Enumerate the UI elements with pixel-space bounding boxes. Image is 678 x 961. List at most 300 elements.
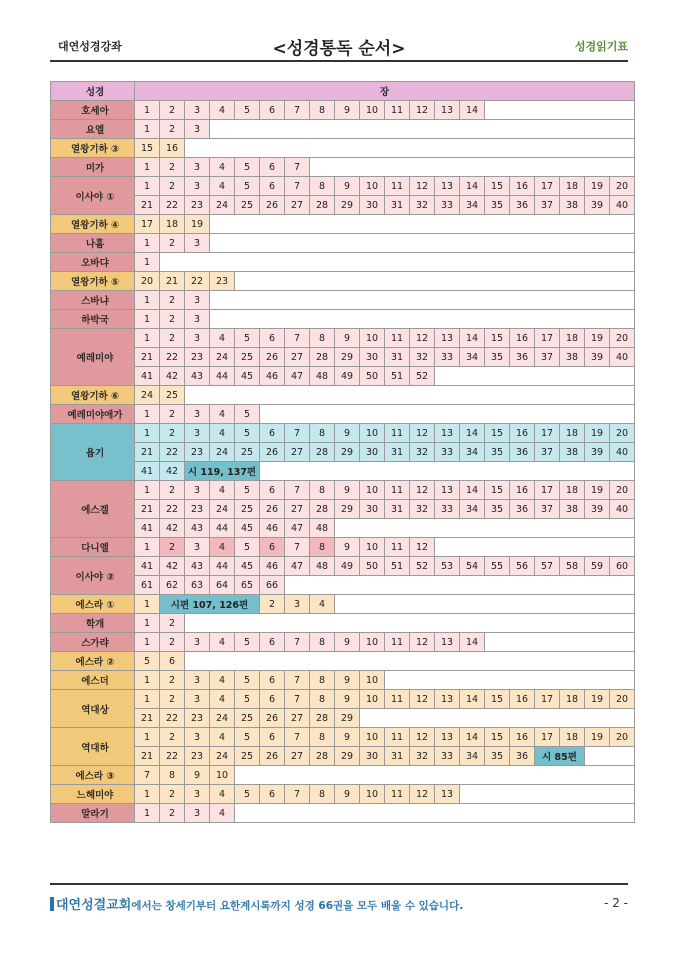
chapter-cell: 29 xyxy=(335,196,360,215)
table-row xyxy=(51,747,635,766)
chapter-cell: 5 xyxy=(235,424,260,443)
chapter-cell: 32 xyxy=(410,747,435,766)
chapter-cell: 12 xyxy=(410,538,435,557)
chapter-cell: 1 xyxy=(135,120,160,139)
chapter-cell: 20 xyxy=(610,177,635,196)
chapter-cell: 9 xyxy=(335,690,360,709)
chapter-cell: 19 xyxy=(585,481,610,500)
chapter-cell: 13 xyxy=(435,101,460,120)
chapter-cell: 4 xyxy=(210,785,235,804)
chapter-cell: 3 xyxy=(185,481,210,500)
chapter-cell: 24 xyxy=(135,386,160,405)
chapter-cell: 2 xyxy=(160,329,185,348)
chapter-cell: 19 xyxy=(585,177,610,196)
chapter-cell: 1 xyxy=(135,329,160,348)
chapter-cell: 12 xyxy=(410,633,435,652)
chapter-cell: 12 xyxy=(410,424,435,443)
book-name: 다니엘 xyxy=(51,538,135,557)
chapter-cell: 25 xyxy=(235,196,260,215)
chapter-cell: 6 xyxy=(160,652,185,671)
empty-cell xyxy=(260,405,635,424)
chapter-cell: 9 xyxy=(335,538,360,557)
chapter-cell: 3 xyxy=(185,158,210,177)
chapter-cell: 29 xyxy=(335,443,360,462)
chapter-cell: 8 xyxy=(310,633,335,652)
chapter-cell: 51 xyxy=(385,367,410,386)
empty-cell xyxy=(210,291,635,310)
chapter-cell: 14 xyxy=(460,633,485,652)
chapter-cell: 3 xyxy=(285,595,310,614)
book-name: 요엘 xyxy=(51,120,135,139)
table-row xyxy=(51,690,635,709)
chapter-cell: 3 xyxy=(185,291,210,310)
chapter-cell: 17 xyxy=(535,424,560,443)
empty-cell xyxy=(210,215,635,234)
page-title: <성경통독 순서> xyxy=(272,39,406,59)
book-name: 에스라 ① xyxy=(51,595,135,614)
table-row xyxy=(51,766,635,785)
chapter-cell: 6 xyxy=(260,728,285,747)
chapter-cell: 4 xyxy=(210,804,235,823)
chapter-cell: 50 xyxy=(360,557,385,576)
chapter-cell: 32 xyxy=(410,500,435,519)
chapter-cell: 43 xyxy=(185,367,210,386)
empty-cell xyxy=(485,101,635,120)
chapter-cell: 18 xyxy=(560,329,585,348)
chapter-cell: 2 xyxy=(160,671,185,690)
table-row xyxy=(51,519,635,538)
chapter-cell: 4 xyxy=(210,690,235,709)
book-name: 예레미야 xyxy=(51,329,135,386)
chapter-cell: 11 xyxy=(385,728,410,747)
chapter-cell: 65 xyxy=(235,576,260,595)
chapter-cell: 1 xyxy=(135,253,160,272)
book-name: 열왕기하 ⑤ xyxy=(51,272,135,291)
chapter-cell: 2 xyxy=(160,785,185,804)
table-row xyxy=(51,177,635,196)
chapter-cell: 22 xyxy=(160,500,185,519)
chapter-cell: 21 xyxy=(135,709,160,728)
chapter-cell: 7 xyxy=(285,671,310,690)
chapter-cell: 5 xyxy=(135,652,160,671)
chapter-cell: 63 xyxy=(185,576,210,595)
table-row xyxy=(51,215,635,234)
chapter-cell: 40 xyxy=(610,348,635,367)
chapter-cell: 57 xyxy=(535,557,560,576)
book-name: 예레미야애가 xyxy=(51,405,135,424)
chapter-cell: 19 xyxy=(585,728,610,747)
chapter-cell: 7 xyxy=(285,785,310,804)
chapter-cell: 12 xyxy=(410,690,435,709)
empty-cell xyxy=(485,633,635,652)
book-name: 느헤미야 xyxy=(51,785,135,804)
chapter-cell: 54 xyxy=(460,557,485,576)
chapter-cell: 32 xyxy=(410,443,435,462)
chapter-cell: 23 xyxy=(185,348,210,367)
chapter-cell: 5 xyxy=(235,101,260,120)
header-divider xyxy=(50,60,628,62)
chapter-cell: 44 xyxy=(210,367,235,386)
chapter-cell: 16 xyxy=(510,424,535,443)
chapter-cell: 7 xyxy=(135,766,160,785)
chapter-cell: 38 xyxy=(560,348,585,367)
table-row xyxy=(51,462,635,481)
chapter-cell: 17 xyxy=(535,481,560,500)
table-row xyxy=(51,728,635,747)
chapter-cell: 38 xyxy=(560,196,585,215)
chapter-cell: 8 xyxy=(160,766,185,785)
chapter-cell: 66 xyxy=(260,576,285,595)
chapter-cell: 23 xyxy=(185,500,210,519)
chapter-cell: 3 xyxy=(185,785,210,804)
header-chapter: 장 xyxy=(135,82,635,101)
chapter-cell: 7 xyxy=(285,329,310,348)
chapter-cell: 1 xyxy=(135,614,160,633)
table-row xyxy=(51,424,635,443)
chapter-cell: 32 xyxy=(410,348,435,367)
chapter-cell: 28 xyxy=(310,709,335,728)
chapter-cell: 1 xyxy=(135,633,160,652)
chapter-cell: 11 xyxy=(385,424,410,443)
reading-table xyxy=(50,81,635,823)
chapter-cell: 35 xyxy=(485,747,510,766)
chapter-cell: 10 xyxy=(360,633,385,652)
chapter-cell: 3 xyxy=(185,690,210,709)
book-name: 에스라 ③ xyxy=(51,766,135,785)
chapter-cell: 16 xyxy=(510,728,535,747)
chapter-cell: 38 xyxy=(560,500,585,519)
chapter-cell: 6 xyxy=(260,177,285,196)
chapter-cell: 33 xyxy=(435,747,460,766)
book-name: 에스더 xyxy=(51,671,135,690)
chapter-cell: 20 xyxy=(610,728,635,747)
chapter-cell: 49 xyxy=(335,367,360,386)
chapter-cell: 5 xyxy=(235,728,260,747)
empty-cell xyxy=(460,785,635,804)
chapter-cell: 38 xyxy=(560,443,585,462)
chapter-cell: 27 xyxy=(285,443,310,462)
chapter-cell: 24 xyxy=(210,443,235,462)
chapter-cell: 18 xyxy=(560,690,585,709)
book-name: 학개 xyxy=(51,614,135,633)
chapter-cell: 28 xyxy=(310,500,335,519)
chapter-cell: 9 xyxy=(335,101,360,120)
chapter-cell: 9 xyxy=(335,633,360,652)
chapter-cell: 47 xyxy=(285,367,310,386)
chapter-cell: 1 xyxy=(135,728,160,747)
chapter-cell: 46 xyxy=(260,557,285,576)
chapter-cell: 12 xyxy=(410,329,435,348)
chapter-cell: 19 xyxy=(585,329,610,348)
chapter-cell: 11 xyxy=(385,690,410,709)
chapter-cell: 30 xyxy=(360,196,385,215)
chapter-cell: 27 xyxy=(285,500,310,519)
empty-cell xyxy=(185,652,635,671)
chapter-cell: 29 xyxy=(335,500,360,519)
chapter-cell: 8 xyxy=(310,329,335,348)
book-name: 열왕기하 ③ xyxy=(51,139,135,158)
table-row xyxy=(51,139,635,158)
chapter-cell: 26 xyxy=(260,196,285,215)
chapter-cell: 28 xyxy=(310,196,335,215)
chapter-cell: 37 xyxy=(535,443,560,462)
chapter-cell: 5 xyxy=(235,158,260,177)
chapter-cell: 25 xyxy=(235,443,260,462)
book-name: 스바냐 xyxy=(51,291,135,310)
table-row xyxy=(51,405,635,424)
table-row xyxy=(51,557,635,576)
chapter-cell: 21 xyxy=(135,348,160,367)
chapter-cell: 60 xyxy=(610,557,635,576)
chapter-cell: 59 xyxy=(585,557,610,576)
chapter-cell: 28 xyxy=(310,443,335,462)
chapter-cell: 10 xyxy=(360,690,385,709)
table-row xyxy=(51,614,635,633)
chapter-cell: 21 xyxy=(160,272,185,291)
book-name: 욥기 xyxy=(51,424,135,481)
chapter-cell: 1 xyxy=(135,690,160,709)
chapter-cell: 36 xyxy=(510,500,535,519)
book-name: 오바댜 xyxy=(51,253,135,272)
chapter-cell: 2 xyxy=(160,481,185,500)
book-name: 에스라 ② xyxy=(51,652,135,671)
chapter-cell: 23 xyxy=(185,747,210,766)
chapter-cell: 10 xyxy=(360,671,385,690)
chapter-cell: 3 xyxy=(185,728,210,747)
chapter-cell: 1 xyxy=(135,481,160,500)
chapter-cell: 5 xyxy=(235,177,260,196)
chapter-cell: 10 xyxy=(360,728,385,747)
chapter-cell: 10 xyxy=(360,101,385,120)
table-row xyxy=(51,234,635,253)
logo-bar-icon xyxy=(50,897,54,911)
table-row xyxy=(51,671,635,690)
chapter-cell: 12 xyxy=(410,481,435,500)
chapter-cell: 2 xyxy=(160,158,185,177)
chapter-cell: 55 xyxy=(485,557,510,576)
chapter-cell: 26 xyxy=(260,348,285,367)
chapter-cell: 21 xyxy=(135,747,160,766)
chapter-cell: 2 xyxy=(160,405,185,424)
chapter-cell: 3 xyxy=(185,120,210,139)
chapter-cell: 15 xyxy=(485,424,510,443)
chapter-cell: 14 xyxy=(460,424,485,443)
chapter-cell: 10 xyxy=(360,538,385,557)
table-row xyxy=(51,652,635,671)
chapter-cell: 35 xyxy=(485,500,510,519)
book-name: 스가랴 xyxy=(51,633,135,652)
chapter-cell: 18 xyxy=(160,215,185,234)
chapter-cell: 25 xyxy=(235,747,260,766)
chapter-cell: 6 xyxy=(260,633,285,652)
chapter-cell: 33 xyxy=(435,500,460,519)
chapter-cell: 9 xyxy=(335,177,360,196)
chapter-cell: 2 xyxy=(260,595,285,614)
book-name: 나훔 xyxy=(51,234,135,253)
chapter-cell: 4 xyxy=(210,538,235,557)
table-row xyxy=(51,101,635,120)
chapter-cell: 13 xyxy=(435,690,460,709)
chapter-cell: 4 xyxy=(210,481,235,500)
chapter-cell: 26 xyxy=(260,500,285,519)
chapter-cell: 13 xyxy=(435,424,460,443)
chapter-cell: 15 xyxy=(485,329,510,348)
empty-cell xyxy=(335,595,635,614)
chapter-cell: 2 xyxy=(160,234,185,253)
church-name: 대연성결교회 xyxy=(56,898,132,913)
chapter-cell: 4 xyxy=(310,595,335,614)
chapter-cell: 31 xyxy=(385,443,410,462)
chapter-cell: 40 xyxy=(610,196,635,215)
table-row xyxy=(51,291,635,310)
chapter-cell: 13 xyxy=(435,177,460,196)
chapter-cell: 34 xyxy=(460,196,485,215)
empty-cell xyxy=(285,576,635,595)
chapter-cell: 42 xyxy=(160,367,185,386)
chapter-cell: 37 xyxy=(535,196,560,215)
chapter-cell: 30 xyxy=(360,747,385,766)
chapter-cell: 17 xyxy=(535,728,560,747)
chapter-cell: 7 xyxy=(285,633,310,652)
page-header xyxy=(50,32,628,60)
chapter-cell: 58 xyxy=(560,557,585,576)
chapter-cell: 17 xyxy=(535,690,560,709)
chapter-cell: 3 xyxy=(185,329,210,348)
book-name: 역대하 xyxy=(51,728,135,766)
table-row xyxy=(51,709,635,728)
chapter-cell: 1 xyxy=(135,538,160,557)
chapter-cell: 1 xyxy=(135,310,160,329)
chapter-cell: 11 xyxy=(385,538,410,557)
chapter-cell: 25 xyxy=(235,500,260,519)
chapter-cell: 56 xyxy=(510,557,535,576)
chapter-cell: 14 xyxy=(460,329,485,348)
table-row xyxy=(51,329,635,348)
chapter-cell: 5 xyxy=(235,405,260,424)
chapter-cell: 1 xyxy=(135,101,160,120)
chapter-cell: 7 xyxy=(285,424,310,443)
chapter-cell: 1 xyxy=(135,405,160,424)
chapter-cell: 25 xyxy=(235,709,260,728)
chapter-cell: 2 xyxy=(160,291,185,310)
chapter-cell: 31 xyxy=(385,500,410,519)
chapter-cell: 20 xyxy=(135,272,160,291)
chapter-cell: 4 xyxy=(210,671,235,690)
chapter-cell: 39 xyxy=(585,500,610,519)
chapter-cell: 12 xyxy=(410,785,435,804)
chapter-cell: 30 xyxy=(360,348,385,367)
psalm-note: 시 119, 137편 xyxy=(185,462,260,481)
chapter-cell: 11 xyxy=(385,329,410,348)
table-row xyxy=(51,158,635,177)
chapter-cell: 33 xyxy=(435,348,460,367)
empty-cell xyxy=(585,747,635,766)
chapter-cell: 36 xyxy=(510,747,535,766)
chapter-cell: 13 xyxy=(435,785,460,804)
empty-cell xyxy=(210,120,635,139)
chapter-cell: 17 xyxy=(135,215,160,234)
chapter-cell: 8 xyxy=(310,690,335,709)
chapter-cell: 34 xyxy=(460,348,485,367)
chapter-cell: 44 xyxy=(210,557,235,576)
chapter-cell: 45 xyxy=(235,367,260,386)
chapter-cell: 10 xyxy=(360,329,385,348)
chapter-cell: 48 xyxy=(310,519,335,538)
chapter-cell: 48 xyxy=(310,557,335,576)
chapter-cell: 22 xyxy=(185,272,210,291)
chapter-cell: 8 xyxy=(310,671,335,690)
empty-cell xyxy=(310,158,635,177)
chapter-cell: 8 xyxy=(310,101,335,120)
footer-divider xyxy=(50,883,628,885)
chapter-cell: 6 xyxy=(260,690,285,709)
chapter-cell: 4 xyxy=(210,177,235,196)
chapter-cell: 21 xyxy=(135,196,160,215)
chapter-cell: 5 xyxy=(235,690,260,709)
footer-text: 에서는 창세기부터 요한계시록까지 성경 66권을 모두 배울 수 있습니다. xyxy=(131,900,464,912)
chapter-cell: 6 xyxy=(260,101,285,120)
table-row xyxy=(51,595,635,614)
page-number: - 2 - xyxy=(604,896,628,910)
chapter-cell: 7 xyxy=(285,690,310,709)
chapter-cell: 3 xyxy=(185,538,210,557)
chapter-cell: 43 xyxy=(185,557,210,576)
chapter-cell: 40 xyxy=(610,443,635,462)
chapter-cell: 1 xyxy=(135,177,160,196)
chapter-cell: 22 xyxy=(160,709,185,728)
chapter-cell: 8 xyxy=(310,785,335,804)
table-row xyxy=(51,576,635,595)
chapter-cell: 31 xyxy=(385,196,410,215)
book-name: 열왕기하 ⑥ xyxy=(51,386,135,405)
table-row xyxy=(51,538,635,557)
chapter-cell: 37 xyxy=(535,348,560,367)
chapter-cell: 42 xyxy=(160,519,185,538)
chapter-cell: 33 xyxy=(435,196,460,215)
chapter-cell: 12 xyxy=(410,177,435,196)
chapter-cell: 5 xyxy=(235,538,260,557)
chapter-cell: 5 xyxy=(235,329,260,348)
table-row xyxy=(51,120,635,139)
chapter-cell: 34 xyxy=(460,747,485,766)
chapter-cell: 24 xyxy=(210,348,235,367)
chapter-cell: 42 xyxy=(160,462,185,481)
chapter-cell: 27 xyxy=(285,747,310,766)
chapter-cell: 11 xyxy=(385,785,410,804)
chapter-cell: 2 xyxy=(160,690,185,709)
empty-cell xyxy=(435,367,635,386)
chapter-cell: 13 xyxy=(435,633,460,652)
chapter-cell: 45 xyxy=(235,519,260,538)
empty-cell xyxy=(210,234,635,253)
chapter-cell: 39 xyxy=(585,348,610,367)
chapter-cell: 27 xyxy=(285,348,310,367)
chapter-cell: 21 xyxy=(135,500,160,519)
book-name: 역대상 xyxy=(51,690,135,728)
empty-cell xyxy=(435,538,635,557)
chapter-cell: 1 xyxy=(135,291,160,310)
chapter-cell: 52 xyxy=(410,557,435,576)
chapter-cell: 3 xyxy=(185,424,210,443)
table-row xyxy=(51,386,635,405)
table-row xyxy=(51,253,635,272)
chapter-cell: 3 xyxy=(185,671,210,690)
chapter-cell: 2 xyxy=(160,101,185,120)
chapter-cell: 23 xyxy=(185,196,210,215)
chapter-cell: 22 xyxy=(160,196,185,215)
chapter-cell: 9 xyxy=(335,424,360,443)
table-row xyxy=(51,500,635,519)
